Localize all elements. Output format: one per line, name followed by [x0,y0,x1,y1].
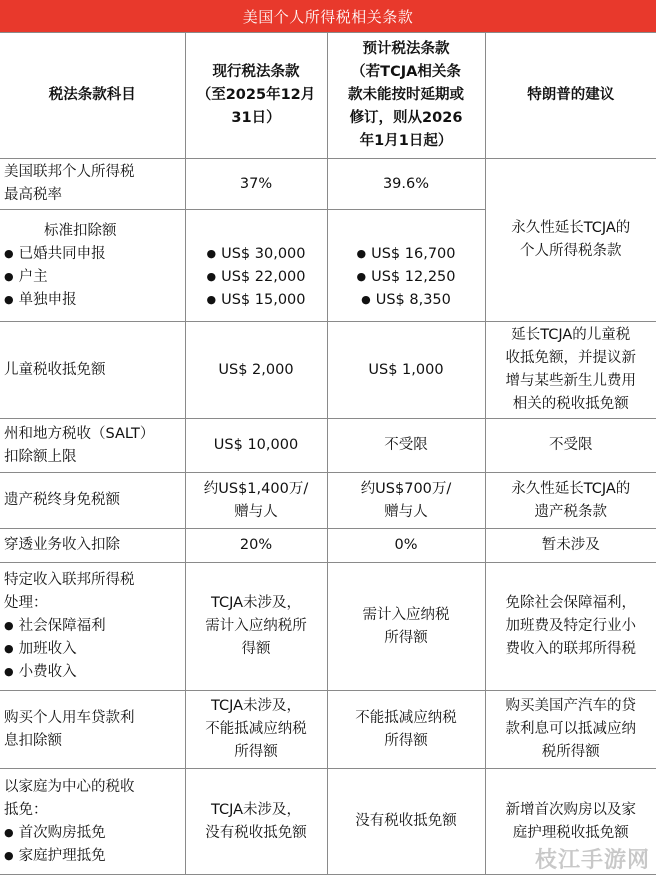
row-projected-top-rate: 39.6% [327,159,485,210]
row-trump-special-income: 免除社会保障福利， 加班费及特定行业小 费收入的联邦所得税 [485,563,656,691]
row-current-top-rate: 37% [185,159,327,210]
row-subject-family-credit: 以家庭为中心的税收 抵免： ● 首次购房抵免 ● 家庭护理抵免 [0,769,185,875]
table-row [0,529,656,563]
table-row [0,159,656,210]
row-subject-top-rate: 美国联邦个人所得税 最高税率 [0,159,185,210]
row-subject-child-credit: 儿童税收抵免额 [0,322,185,419]
row-current-passthrough: 20% [185,529,327,563]
row-projected-estate: 约US$700万/ 赠与人 [327,473,485,529]
table-title: 美国个人所得税相关条款 [0,0,656,32]
header-col-projected: 预计税法条款 （若TCJA相关条 款未能按时延期或 修订，则从2026 年1月1日起） [327,33,485,159]
row-trump-estate: 永久性延长TCJA的 遗产税条款 [485,473,656,529]
row-current-auto-loan: TCJA未涉及， 不能抵减应纳税 所得额 [185,691,327,769]
row-subject-special-income: 特定收入联邦所得税 处理： ● 社会保障福利 ● 加班收入 ● 小费收入 [0,563,185,691]
row-projected-salt: 不受限 [327,419,485,473]
header-col-subject: 税法条款科目 [0,33,185,159]
row-current-salt: US$ 10,000 [185,419,327,473]
row-trump-auto-loan: 购买美国产汽车的贷 款利息可以抵减应纳 税所得额 [485,691,656,769]
table-row [0,419,656,473]
table-row [0,691,656,769]
header-row [0,33,656,159]
table-row [0,563,656,691]
tax-comparison-table [0,32,656,875]
watermark-text: 枝江手游网 [534,848,650,873]
row-projected-child-credit: US$ 1,000 [327,322,485,419]
row-current-special-income: TCJA未涉及， 需计入应纳税所 得额 [185,563,327,691]
row-trump-salt: 不受限 [485,419,656,473]
row-projected-auto-loan: 不能抵减应纳税 所得额 [327,691,485,769]
row-subject-passthrough: 穿透业务收入扣除 [0,529,185,563]
row-subject-standard-deduction: 标准扣除额 ● 已婚共同申报 ● 户主 ● 单独申报 [0,210,185,322]
table-row [0,322,656,419]
header-col-trump: 特朗普的建议 [485,33,656,159]
row-current-family-credit: TCJA未涉及， 没有税收抵免额 [185,769,327,875]
row-trump-family-credit: 新增首次购房以及家 庭护理税收抵免额 [485,769,656,875]
header-col-current: 现行税法条款 （至2025年12月 31日） [185,33,327,159]
row-subject-salt: 州和地方税收（SALT） 扣除额上限 [0,419,185,473]
row-trump-merged: 永久性延长TCJA的 个人所得税条款 [485,159,656,322]
row-projected-family-credit: 没有税收抵免额 [327,769,485,875]
table-row [0,473,656,529]
row-current-estate: 约US$1,400万/ 赠与人 [185,473,327,529]
row-current-child-credit: US$ 2,000 [185,322,327,419]
row-projected-standard-deduction: ● US$ 16,700 ● US$ 12,250 ● US$ 8,350 [327,210,485,322]
row-trump-passthrough: 暂未涉及 [485,529,656,563]
row-projected-passthrough: 0% [327,529,485,563]
row-projected-special-income: 需计入应纳税 所得额 [327,563,485,691]
row-trump-child-credit: 延长TCJA的儿童税 收抵免额，并提议新 增与某些新生儿费用 相关的税收抵免额 [485,322,656,419]
row-subject-auto-loan: 购买个人用车贷款利 息扣除额 [0,691,185,769]
row-subject-estate: 遗产税终身免税额 [0,473,185,529]
row-current-standard-deduction: ● US$ 30,000 ● US$ 22,000 ● US$ 15,000 [185,210,327,322]
